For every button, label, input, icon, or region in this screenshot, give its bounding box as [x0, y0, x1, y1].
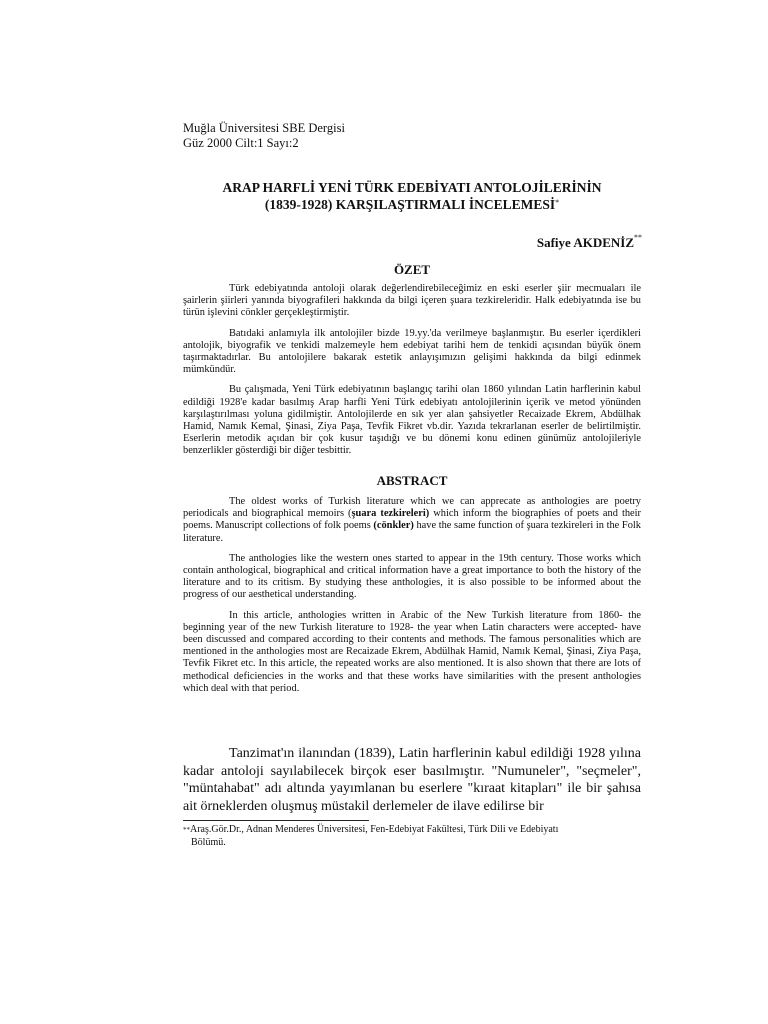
ozet-section — [183, 283, 641, 458]
abstract-section — [183, 496, 641, 695]
ozet-paragraph-1: Türk edebiyatında antoloji olarak değerlendirebileceğimiz en eski eserler şiir mecmuaları ile şairlerin şiirleri yanında biyografileri hakkında da bilgi içeren şuara tezkireleridir. Halk edebiyatında ise bu türün işlevini cönkler gerçekleştirmiştir. — [183, 283, 641, 319]
abstract-p1-term-conkler: (cönkler) — [373, 520, 414, 532]
abstract-heading: ABSTRACT — [376, 473, 448, 488]
abstract-paragraph-2: The anthologies like the western ones started to appear in the 19th century. Those works which contain anthological, biographical and critical information have a great importance to both the history of the literature and to its critism. By studying these anthologies, it is also possible to be informed about the progress of our aesthetical understanding. — [183, 552, 641, 601]
ozet-paragraph-3: Bu çalışmada, Yeni Türk edebiyatının başlangıç tarihi olan 1860 yılından Latin harflerinin kabul edildiği 1928'e kadar basılmış Arap harfli Yeni Türk edebiyatı antolojilerinin içerik ve metod yönünden karşılaştırılması yoluna gidilmiştir. Antolojilerde en sık yer alan şahsiyetler Recaizade Ekrem, Abdülhak Hamid, Namık Kemal, Şinasi, Ziya Paşa, Tevfik Fikret vb.dir. Yazıda tekrarlanan eserler de belirtilmiştir. Eserlerin metodik açıdan bir çok kusur taşıdığı ve bu dönemi konu edinen günümüz antolojileriyle benzerlikler gösterdiği bir diğer tesbittir. — [183, 384, 641, 457]
journal-name: Muğla Üniversitesi SBE Dergisi — [183, 121, 345, 135]
footnote-continuation: Bölümü. — [191, 836, 226, 848]
footnote-text: Araş.Gör.Dr., Adnan Menderes Üniversitesi, Fen-Edebiyat Fakültesi, Türk Dili ve Edebiyatı — [190, 824, 559, 835]
ozet-paragraph-2: Batıdaki anlamıyla ilk antolojiler bizde 19.yy.'da verilmeye başlanmıştır. Bu eserler içerdikleri antolojik, biyografik ve tenkidi malzemeyle hem edebiyat tarihi hem de tenkidi açısından büyük önem taşırmaktadırlar. Bu antolojilere bakarak estetik anlayışımızın gelişimi hakkında da bilgi edinmek mümkündür. — [183, 327, 641, 376]
author-name — [537, 235, 642, 251]
journal-info — [183, 121, 345, 151]
body-text — [183, 745, 641, 815]
abstract-paragraph-3: In this article, anthologies written in Arabic of the New Turkish literature from 1860- the beginning year of the new Turkish literature to 1928- the year when Latin characters were accepted- have been discussed and compared according to their contents and methods. The famous personalities which are mentioned in the anthologies most are Recaizade Ekrem, Abdülhak Hamid, Namık Kemal, Şinasi, Ziya Paşa, Tevfik Fikret etc. In this article, the repeated works are also mentioned. It is also shown that there are lots of methodical deficiencies in the works and that these works have similarities with the present anthologies which deal with that period. — [183, 609, 641, 694]
paper-title — [183, 179, 641, 213]
title-line-2-text: (1839-1928) KARŞILAŞTIRMALI İNCELEMESİ — [264, 197, 556, 212]
abstract-p1-part-e: have the same function of şuara tezkireleri in the Folk literature. — [183, 520, 641, 544]
abstract-p1-term-tezkire: şuara tezkireleri) — [351, 508, 430, 520]
body-paragraph-1: Tanzimat'ın ilanından (1839), Latin harflerinin kabul edildiği 1928 yılına kadar antoloji sayılabilecek birçok eser basılmıştır. "Numuneler", "seçmeler", "müntahabat" adı altında yayımlanan bu eserlere "kıraat kitapları" ile bir şahısa ait örneklerden oluşmuş müstakil derlemeler de ilave edilirse bir — [183, 746, 641, 814]
footnote-line-1 — [183, 824, 641, 837]
footnote — [183, 824, 641, 849]
journal-issue: Güz 2000 Cilt:1 Sayı:2 — [183, 136, 299, 150]
title-line-2 — [183, 196, 641, 213]
footnote-mark: ** — [183, 826, 190, 834]
author-footnote-mark: ** — [634, 233, 642, 242]
title-line-1: ARAP HARFLİ YENİ TÜRK EDEBİYATI ANTOLOJİLERİNİN — [222, 180, 602, 195]
footnote-divider — [183, 820, 369, 821]
abstract-p1-part-c: which inform the biographies of poets and their poems. Manuscript collections of folk poems — [183, 508, 642, 532]
ozet-heading: ÖZET — [393, 262, 431, 277]
abstract-p1-part-a: The oldest works of Turkish literature which we can apprecate as anthologies are poetry periodicals and biographical memoirs ( — [183, 496, 641, 520]
author-name-text: Safiye AKDENİZ — [536, 235, 634, 250]
title-footnote-mark: * — [555, 198, 560, 207]
abstract-paragraph-1 — [183, 496, 641, 545]
